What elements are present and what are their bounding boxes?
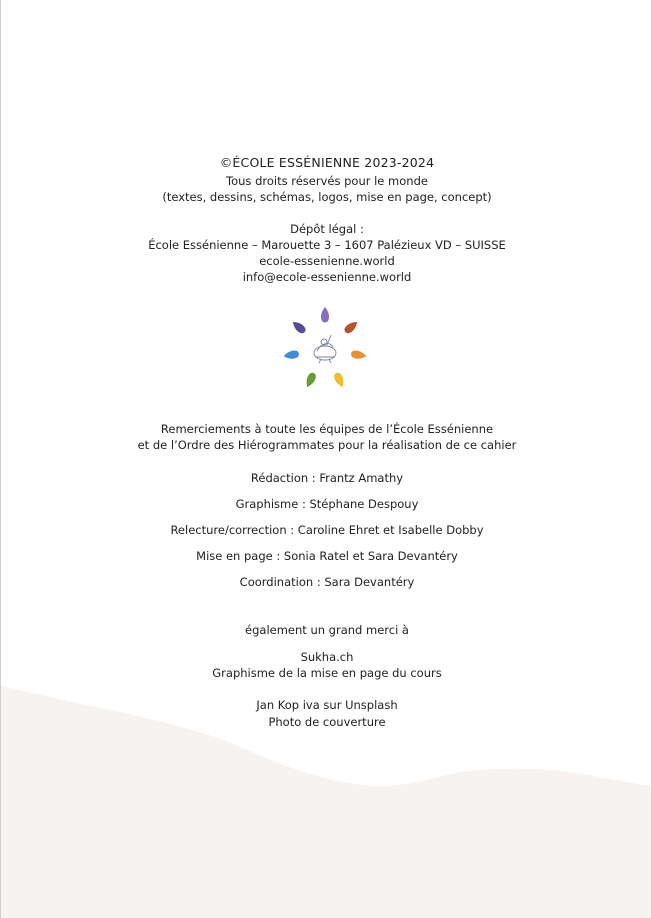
flame-bottom-left-icon — [304, 371, 318, 388]
flame-shape — [321, 307, 329, 323]
photo-credit-name: Jan Kop iva sur Unsplash — [256, 698, 398, 712]
thanks-line-2: et de l’Ordre des Hiérogrammates pour la réalisation de ce cahier — [137, 438, 517, 452]
legal-heading: Dépôt légal : — [290, 222, 364, 236]
center-figure-icon — [314, 335, 336, 363]
sukha-name: Sukha.ch — [300, 650, 354, 664]
credit-redaction: Rédaction : Frantz Amathy — [250, 471, 404, 485]
flame-top-icon — [321, 307, 329, 323]
also-thanks: également un grand merci à — [245, 623, 409, 637]
flame-shape — [290, 319, 307, 335]
credit-graphisme: Graphisme : Stéphane Despouy — [235, 497, 419, 511]
sukha-role: Graphisme de la mise en page du cours — [212, 666, 442, 680]
credit-relecture: Relecture/correction : Caroline Ehret et Isabelle Dobby — [170, 523, 484, 537]
credit-mise-en-page: Mise en page : Sonia Ratel et Sara Devantéry — [196, 549, 458, 563]
flame-top-left-icon — [290, 319, 307, 335]
flame-shape — [333, 371, 347, 388]
terrain-background — [1, 0, 652, 918]
flame-shape — [304, 371, 318, 388]
flame-shape — [283, 350, 300, 361]
flame-shape — [350, 350, 367, 361]
photo-credit-role: Photo de couverture — [268, 715, 386, 729]
flame-bottom-right-icon — [333, 371, 347, 388]
flower-of-flames-logo-icon — [281, 305, 369, 393]
legal-address: École Essénienne – Marouette 3 – 1607 Palézieux VD – SUISSE — [148, 238, 506, 252]
rights-scope: (textes, dessins, schémas, logos, mise en page, concept) — [162, 190, 492, 204]
thanks-line-1: Remerciements à toute les équipes de l’École Essénienne — [160, 422, 494, 436]
credit-coordination: Coordination : Sara Devantéry — [239, 575, 415, 589]
flame-left-icon — [283, 350, 300, 361]
flame-right-icon — [350, 350, 367, 361]
legal-website: ecole-essenienne.world — [259, 254, 395, 268]
copyright-title: ©ÉCOLE ESSÉNIENNE 2023-2024 — [219, 155, 435, 170]
rights-text: Tous droits réservés pour le monde — [226, 174, 428, 188]
flame-top-right-icon — [343, 319, 360, 335]
legal-email: info@ecole-essenienne.world — [242, 270, 412, 284]
flame-shape — [343, 319, 360, 335]
